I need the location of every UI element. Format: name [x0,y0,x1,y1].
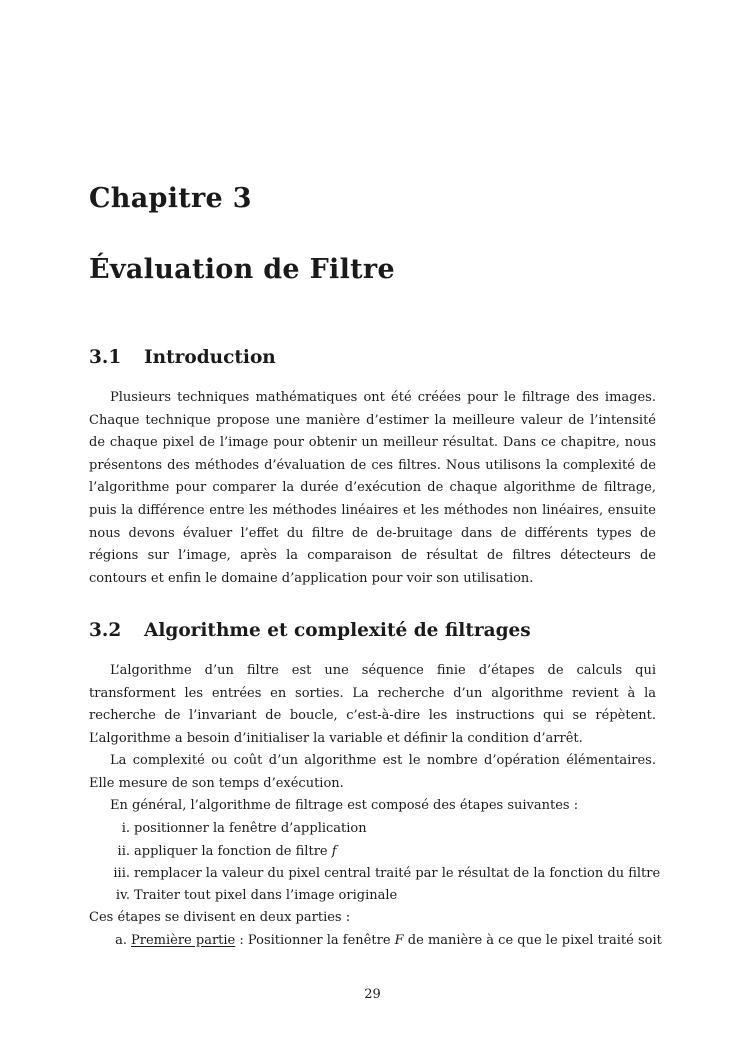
paragraph: En général, l’algorithme de filtrage est composé des étapes suivantes : [110,798,579,813]
chapter-title: Évaluation de Filtre [89,254,395,285]
paragraph: L’algorithme d’un filtre est une séquence finie d’étapes de calculs qui transforment les entrées en sorties. La recherche d’un algorithme revient à la recherche de l’invariant de boucle, c’est-à-dire les instructions qui se répètent. L’algorithme a besoin d’initialiser la variable et définir la condition d’arrêt. [89,663,656,746]
list-marker: iii. [113,866,130,881]
list-item-text: de manière à ce que le pixel traité soit [403,933,662,948]
list-item-text: positionner la fenêtre d’application [134,821,367,836]
list-item [89,885,656,907]
list-marker: iv. [115,888,130,903]
paragraph: Ces étapes se divisent en deux parties : [89,910,351,925]
list-item [89,863,661,885]
chapter-label: Chapitre 3 [89,183,252,214]
list-item [89,818,656,840]
list-item-text: remplacer la valeur du pixel central traité par le résultat de la fonction du filtre [134,866,661,881]
part-label: Première partie [131,933,236,948]
section-title: Algorithme et complexité de filtrages [144,620,531,641]
section-heading-algorithme [89,620,531,641]
section-heading-introduction [89,347,276,368]
list-item [89,841,656,863]
list-item-text: Traiter tout pixel dans l’image originale [134,888,398,903]
function-variable: f [331,844,337,859]
section-number: 3.2 [89,620,122,641]
section-title: Introduction [144,347,276,368]
list-item [89,930,662,952]
list-item-text: appliquer la fonction de filtre [134,844,328,859]
paragraph: Plusieurs techniques mathématiques ont été créées pour le filtrage des images. Chaque technique propose une manière d’estimer la meilleure valeur de l’intensité de chaque pixel de l’image pour obtenir un meilleur résultat. Dans ce chapitre, nous présentons des méthodes d’évaluation de ces filtres. Nous utilisons la complexité de l’algorithme pour comparer la durée d’exécution de chaque algorithme de filtrage, puis la différence entre les méthodes linéaires et les méthodes non linéaires, ensuite nous devons évaluer l’effet du filtre de de-bruitage dans de différents types de régions sur l’image, après la comparaison de résultat de filtres détecteurs de contours et enfin le domaine d’application pour voir son utilisation. [89,390,656,586]
paragraph: La complexité ou coût d’un algorithme est le nombre d’opération élémentaires. Elle mesure de son temps d’exécution. [89,753,656,791]
list-marker: ii. [117,844,130,859]
page-number: 29 [364,987,381,1002]
list-item-text: : Positionner la fenêtre [235,933,395,948]
list-marker: i. [121,821,130,836]
section-number: 3.1 [89,347,122,368]
list-marker: a. [115,933,127,948]
window-variable: F [394,933,404,948]
